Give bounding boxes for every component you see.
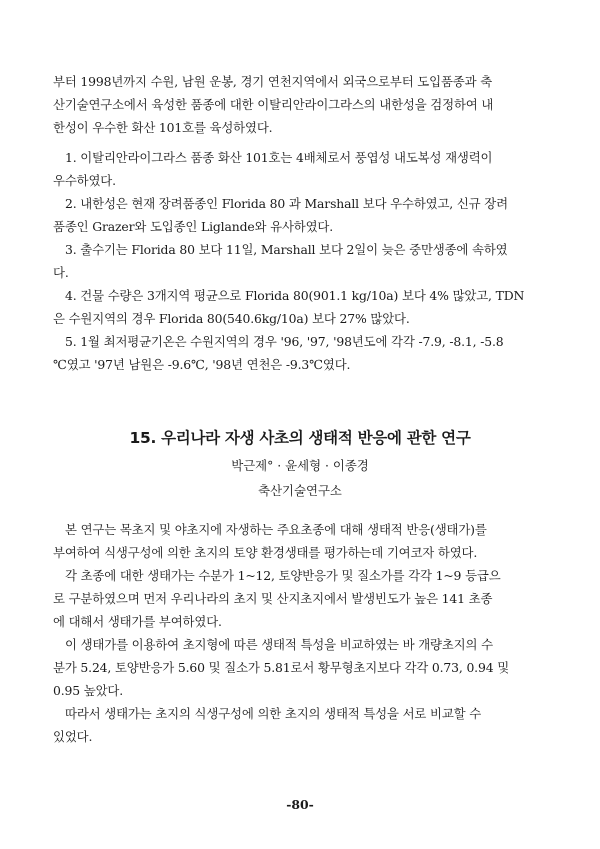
body-line: 0.95 높았다. <box>53 683 124 698</box>
body-line: 분가 5.24, 토양반응가 5.60 및 질소가 5.81로서 황무형초지보다 각각 0.73, 0.94 및 <box>53 660 510 675</box>
section-organization: 축산기술연구소 <box>258 483 342 498</box>
result-item-3 <box>53 238 553 284</box>
result-line: 은 수원지역의 경우 Florida 80(540.6kg/10a) 보다 27% 많았다. <box>53 311 410 326</box>
intro-line: 한성이 우수한 화산 101호를 육성하였다. <box>53 120 273 135</box>
section-authors: 박근제° · 윤세형 · 이종경 <box>231 458 369 473</box>
intro-line: 부터 1998년까지 수원, 남원 운봉, 경기 연천지역에서 외국으로부터 도입품종과 축 <box>53 74 493 89</box>
result-item-4 <box>53 284 553 330</box>
intro-paragraph <box>53 70 553 139</box>
abstract-body <box>53 518 553 748</box>
body-line: 이 생태가를 이용하여 초지형에 따른 생태적 특성을 비교하였는 바 개량초지의 수 <box>65 637 493 652</box>
result-line: 2. 내한성은 현재 장려품종인 Florida 80 과 Marshall 보다 우수하였고, 신규 장려 <box>65 196 508 211</box>
result-line: 품종인 Grazer와 도입종인 Liglande와 유사하였다. <box>53 219 334 234</box>
body-paragraph-3 <box>53 633 553 702</box>
body-line: 본 연구는 목초지 및 야초지에 자생하는 주요초종에 대해 생태적 반응(생태가)를 <box>65 522 487 537</box>
result-line: ℃였고 '97년 남원은 -9.6℃, '98년 연천은 -9.3℃였다. <box>53 357 351 372</box>
result-line: 3. 출수기는 Florida 80 보다 11일, Marshall 보다 2일이 늦은 중만생종에 속하였 <box>65 242 508 257</box>
result-line: 우수하였다. <box>53 173 116 188</box>
body-line: 로 구분하였으며 먼저 우리나라의 초지 및 산지초지에서 발생빈도가 높은 141 초종 <box>53 591 493 606</box>
section-title: 15. 우리나라 자생 사초의 생태적 반응에 관한 연구 <box>129 429 471 447</box>
result-line: 4. 건물 수량은 3개지역 평균으로 Florida 80(901.1 kg/10a) 보다 4% 많았고, TDN <box>65 288 525 303</box>
result-line: 1. 이탈리안라이그라스 품종 화산 101호는 4배체로서 풍엽성 내도복성 재생력이 <box>65 150 493 165</box>
body-line: 따라서 생태가는 초지의 식생구성에 의한 초지의 생태적 특성을 서로 비교할 수 <box>65 706 482 721</box>
result-line: 다. <box>53 265 69 280</box>
body-line: 있었다. <box>53 729 93 744</box>
result-line: 5. 1월 최저평균기온은 수원지역의 경우 '96, '97, '98년도에 각각 -7.9, -8.1, -5.8 <box>65 334 504 349</box>
body-paragraph-4 <box>53 702 553 748</box>
page-number: -80- <box>286 797 314 812</box>
result-item-1 <box>53 146 553 192</box>
body-line: 부여하여 식생구성에 의한 초지의 토양 환경생태를 평가하는데 기여코자 하였다. <box>53 545 478 560</box>
body-paragraph-2 <box>53 564 553 633</box>
body-line: 에 대해서 생태가를 부여하였다. <box>53 614 222 629</box>
intro-line: 산기술연구소에서 육성한 품종에 대한 이탈리안라이그라스의 내한성을 검정하여 내 <box>53 97 494 112</box>
result-item-2 <box>53 192 553 238</box>
body-paragraph-1 <box>53 518 553 564</box>
result-item-5 <box>53 330 553 376</box>
results-list <box>53 146 553 376</box>
body-line: 각 초종에 대한 생태가는 수분가 1~12, 토양반응가 및 질소가를 각각 1~9 등급으 <box>65 568 501 583</box>
